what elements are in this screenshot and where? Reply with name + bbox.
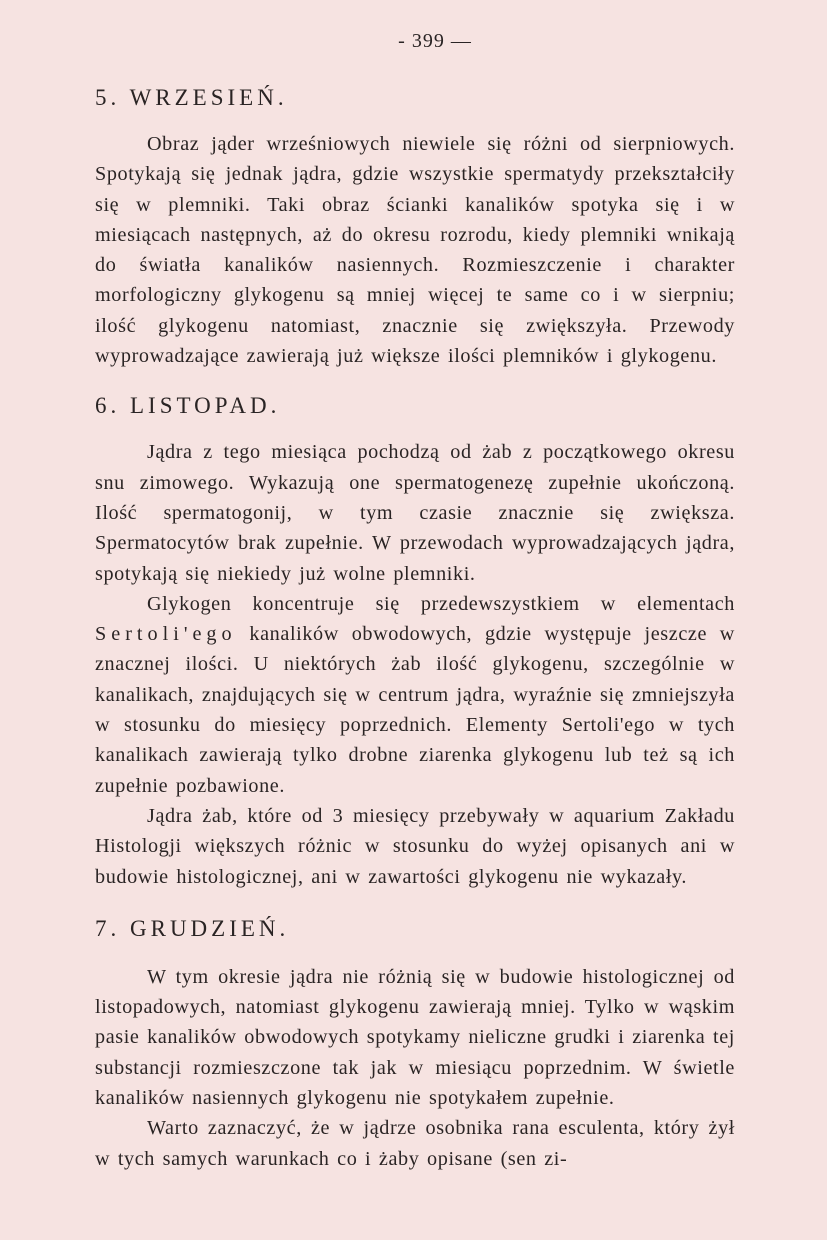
spaced-name: Sertoli'ego [95,623,237,646]
paragraph-lead: Glykogen koncentruje się przedewszystkiem w elementach [147,592,735,615]
page-number: - 399 — [398,30,472,52]
document-page [95,30,735,1174]
section-heading-wrzesien: 5. WRZESIEŃ. [95,85,288,110]
paragraph: Jądra żab, które od 3 miesięcy przebywały w aquarium Zakładu Histologji większych różnic w stosunku do wyżej opisanych ani w budowie histologicznej, ani w zawartości glykogenu nie wykazały. [95,804,735,888]
section-heading-grudzien: 7. GRUDZIEŃ. [95,915,290,941]
paragraph [95,589,735,801]
section-heading-listopad: 6. LISTOPAD. [95,393,281,419]
paragraph-rest: kanalików obwodowych, gdzie występuje jeszcze w znacznej ilości. U niektórych żab ilość glykogenu, szczególnie w kanalikach, znajdujących się w centrum jądra, wyraźnie się zmniejszyła w stosunku do miesięcy poprzednich. Elementy Sertoli'ego w tych kanalikach zawierają tylko drobne ziarenka glykogenu lub też są ich zupełnie pozbawione. [95,623,735,797]
paragraph: Obraz jąder wrześniowych niewiele się różni od sierpniowych. Spotykają się jednak jądra, gdzie wszystkie spermatydy przekształciły się w plemniki. Taki obraz ścianki kanalików spotyka się i w miesiącach następnych, aż do okresu rozrodu, kiedy plemniki wnikają do światła kanalików nasiennych. Rozmieszczenie i charakter morfologiczny glykogenu są mniej więcej te same co i w sierpniu; ilość glykogenu natomiast, znacznie się zwiększyła. Przewody wyprowadzające zawierają już większe ilości plemników i glykogenu. [95,133,735,368]
paragraph: W tym okresie jądra nie różnią się w budowie histologicznej od listopadowych, natomiast glykogenu zawierają mniej. Tylko w wąskim pasie kanalików obwodowych spotykamy nieliczne grudki i ziarenka tej substancji rozmieszczone tak jak w miesiącu poprzednim. W świetle kanalików nasiennych glykogenu nie spotykałem zupełnie. [95,965,735,1110]
paragraph: Jądra z tego miesiąca pochodzą od żab z początkowego okresu snu zimowego. Wykazują one spermatogenezę zupełnie ukończoną. Ilość spermatogonij, w tym czasie znacznie się zwiększa. Spermatocytów brak zupełnie. W przewodach wyprowadzających jądra, spotykają się niekiedy już wolne plemniki. [95,441,735,585]
paragraph: Warto zaznaczyć, że w jądrze osobnika rana esculenta, który żył w tych samych warunkach co i żaby opisane (sen zi- [95,1117,735,1170]
